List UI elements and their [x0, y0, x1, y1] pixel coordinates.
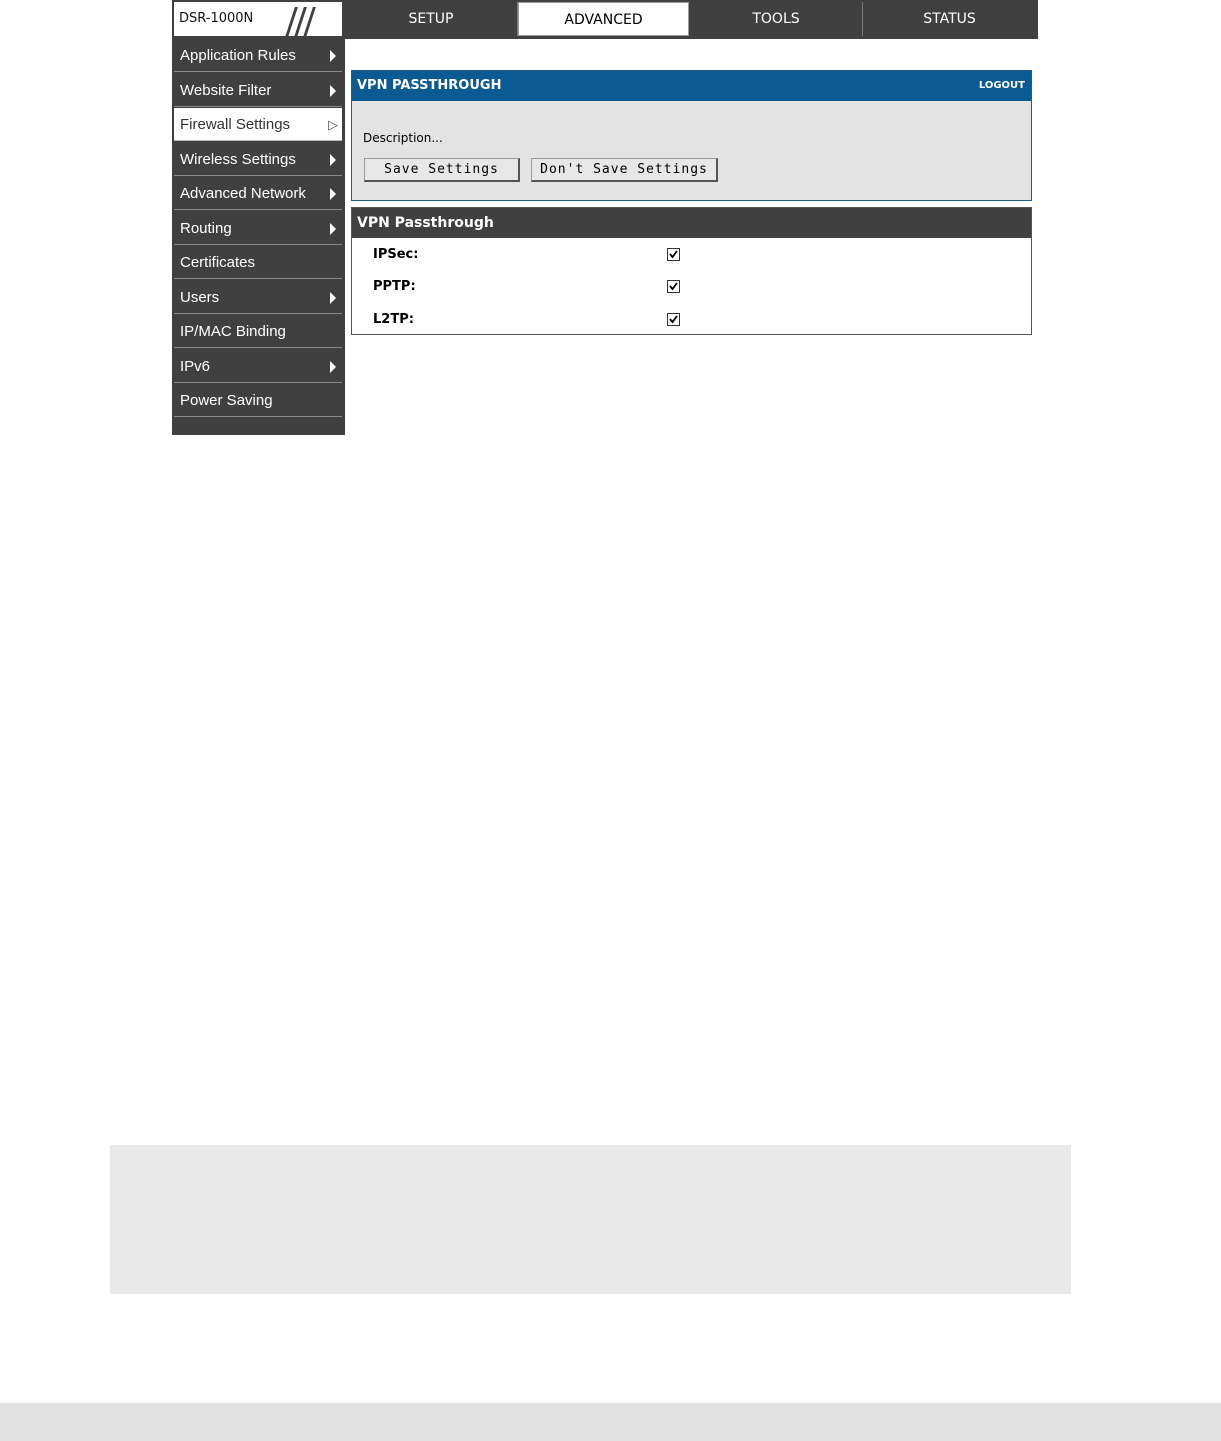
- logout-link[interactable]: LOGOUT: [978, 80, 1025, 91]
- sidebar-item-label: Application Rules: [180, 47, 296, 64]
- submenu-arrow-icon: [330, 223, 336, 235]
- submenu-arrow-outline-icon: ▷: [328, 117, 338, 132]
- top-nav-bar: [172, 0, 1038, 39]
- sidebar-item-label: Certificates: [180, 254, 256, 271]
- checkmark-icon: [668, 281, 679, 292]
- sidebar-item-label: Routing: [180, 220, 232, 237]
- dont-save-settings-button[interactable]: Don't Save Settings: [531, 158, 718, 182]
- tab-status[interactable]: STATUS: [923, 11, 976, 27]
- sidebar-item-label: IPv6: [180, 358, 211, 375]
- sidebar-item-label: IP/MAC Binding: [180, 323, 286, 340]
- tab-tools[interactable]: TOOLS: [690, 2, 863, 36]
- sidebar-item-label: Advanced Network: [180, 185, 306, 202]
- submenu-arrow-icon: [330, 188, 336, 200]
- sidebar-item-routing[interactable]: [174, 212, 342, 245]
- sidebar-item-application-rules[interactable]: [174, 39, 342, 72]
- sidebar-item-ipv6[interactable]: [174, 350, 342, 383]
- submenu-arrow-icon: [330, 50, 336, 62]
- sidebar-item-firewall-settings[interactable]: [174, 108, 342, 141]
- checkmark-icon: [668, 314, 679, 325]
- panel-header: [352, 71, 1031, 101]
- submenu-arrow-icon: [330, 361, 336, 373]
- sidebar-item-label: Users: [180, 289, 220, 306]
- vpn-passthrough-section: [351, 207, 1032, 335]
- sidebar-item-website-filter[interactable]: [174, 74, 342, 107]
- pptp-label: PPTP:: [373, 279, 416, 294]
- ipsec-checkbox[interactable]: [667, 248, 680, 261]
- sidebar-item-label: Website Filter: [180, 82, 272, 99]
- ipsec-label: IPSec:: [373, 247, 419, 262]
- l2tp-label: L2TP:: [373, 312, 414, 327]
- sidebar: [172, 39, 345, 435]
- tab-setup[interactable]: SETUP: [345, 2, 518, 36]
- sidebar-item-wireless-settings[interactable]: [174, 143, 342, 176]
- pptp-checkbox[interactable]: [667, 280, 680, 293]
- sidebar-item-label: Power Saving: [180, 392, 273, 409]
- page-footer-bar: [0, 1403, 1221, 1441]
- page-title: VPN PASSTHROUGH: [357, 78, 502, 93]
- sidebar-item-power-saving[interactable]: [174, 384, 342, 417]
- tab-advanced[interactable]: ADVANCED: [518, 2, 689, 36]
- submenu-arrow-icon: [330, 85, 336, 97]
- device-model-label: DSR-1000N: [179, 11, 254, 26]
- sidebar-item-label: Wireless Settings: [180, 151, 296, 168]
- page-description: Description...: [363, 131, 443, 145]
- sidebar-item-advanced-network[interactable]: [174, 177, 342, 210]
- note-box: [110, 1145, 1071, 1294]
- submenu-arrow-icon: [330, 292, 336, 304]
- submenu-arrow-icon: [330, 154, 336, 166]
- l2tp-checkbox[interactable]: [667, 313, 680, 326]
- sidebar-item-certificates[interactable]: [174, 246, 342, 279]
- section-header: [352, 208, 1031, 238]
- save-settings-button[interactable]: Save Settings: [364, 158, 520, 182]
- sidebar-item-label: Firewall Settings: [180, 116, 291, 133]
- checkmark-icon: [668, 249, 679, 260]
- section-title: VPN Passthrough: [357, 215, 494, 231]
- settings-panel: [351, 70, 1032, 201]
- sidebar-item-ip-mac-binding[interactable]: [174, 315, 342, 348]
- device-logo: [174, 2, 342, 36]
- sidebar-item-users[interactable]: [174, 281, 342, 314]
